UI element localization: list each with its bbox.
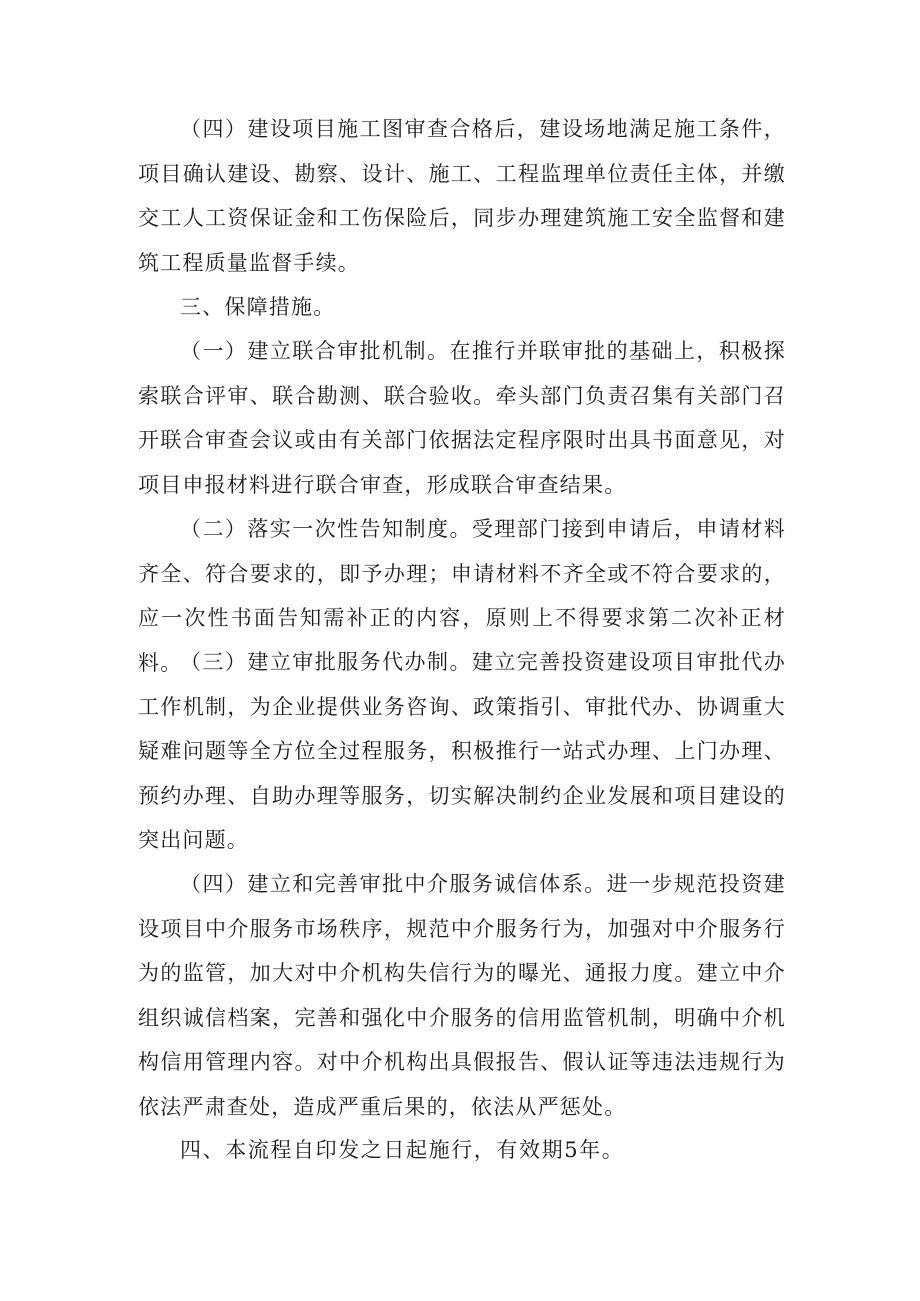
paragraph-joint-approval: （一）建立联合审批机制。在推行并联审批的基础上，积极探索联合评审、联合勘测、联合验收。牵头部门负责召集有关部门召开联合审查会议或由有关部门依据法定程序限时出具书面意见，对项目申报材料进行联合审查，形成联合审查结果。 xyxy=(138,339,786,497)
section-heading-safeguards: 三、保障措施。 xyxy=(180,295,336,319)
paragraph-agency-service: （三）建立审批服务代办制。建立完善投资建设项目审批代办工作机制，为企业提供业务咨询、政策指引、审批代办、协调重大疑难问题等全方位全过程服务，积极推行一站式办理、上门办理、预约办理、自助办理等服务，切实解决制约企业发展和项目建设的突出问题。 xyxy=(138,650,786,852)
paragraph-item-4-construction: （四）建设项目施工图审查合格后，建设场地满足施工条件，项目确认建设、勘察、设计、施工、工程监理单位责任主体，并缴交工人工资保证金和工伤保险后，同步办理建筑施工安全监督和建筑工程质量监督手续。 xyxy=(138,117,786,275)
paragraph-one-time-notice: （二）落实一次性告知制度。受理部门接到申请后，申请材料齐全、符合要求的，即予办理；申请材料不齐全或不符合要求的，应一次性书面告知需补正的内容，原则上不得要求第二次补正材料。 xyxy=(138,517,786,675)
paragraph-intermediary-credit: （四）建立和完善审批中介服务诚信体系。进一步规范投资建设项目中介服务市场秩序，规范中介服务行为，加强对中介服务行为的监管，加大对中介机构失信行为的曝光、通报力度。建立中介组织诚信档案，完善和强化中介服务的信用监管机制，明确中介机构信用管理内容。对中介机构出具假报告、假认证等违法违规行为依法严肃查处，造成严重后果的，依法从严惩处。 xyxy=(138,872,786,1119)
paragraph-effective-date: 四、本流程自印发之日起施行，有效期5年。 xyxy=(180,1138,625,1162)
